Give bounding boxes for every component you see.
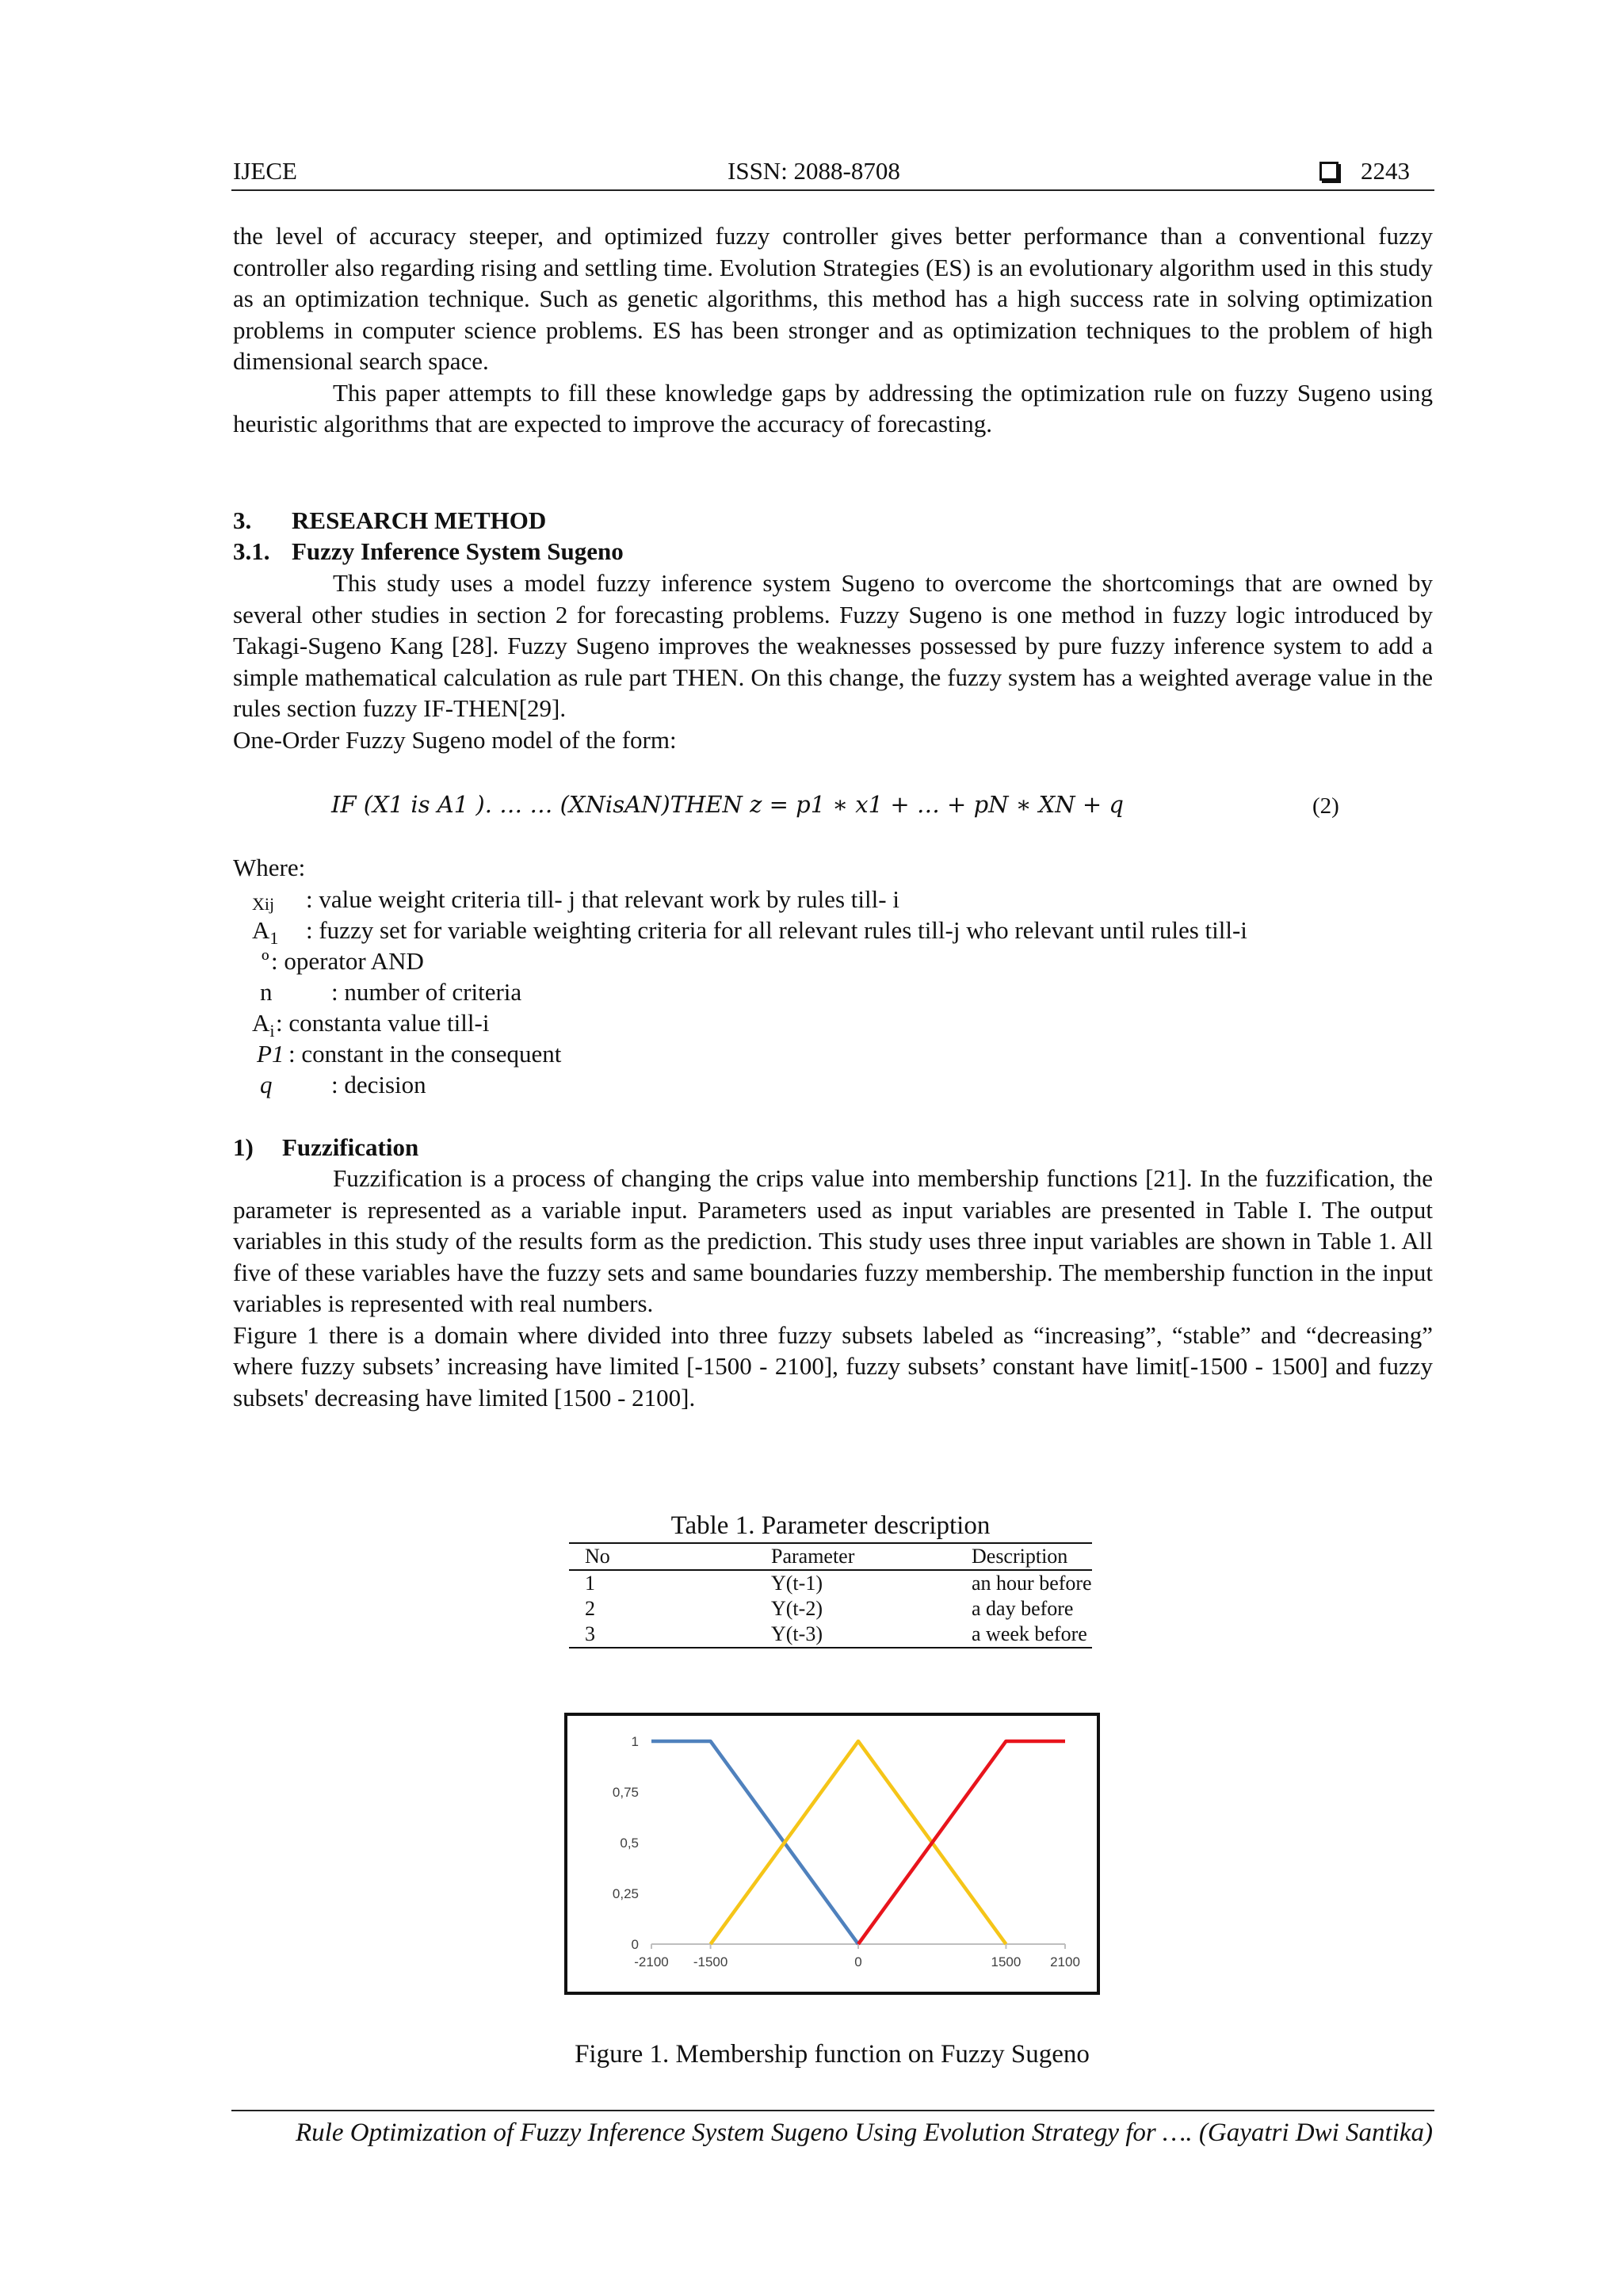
def-symbol: q xyxy=(260,1071,273,1098)
y-tick-label: 0,5 xyxy=(620,1836,639,1851)
table-cell: 3 xyxy=(569,1622,755,1648)
def-description: : constanta value till-i xyxy=(276,1009,490,1037)
header-rule xyxy=(231,189,1434,191)
table-header-cell: Parameter xyxy=(755,1543,956,1570)
x-tick-label: -2100 xyxy=(634,1954,669,1969)
y-tick-label: 0,75 xyxy=(612,1785,639,1800)
table-cell: a week before xyxy=(956,1622,1092,1648)
square-box-icon xyxy=(1319,162,1338,181)
table-header-cell: No xyxy=(569,1543,755,1570)
subsection-number: 3.1. xyxy=(233,537,270,565)
table-header-row xyxy=(569,1543,1092,1570)
fuzzification-number: 1) xyxy=(233,1133,254,1161)
intro-text xyxy=(233,220,1433,440)
section-title: RESEARCH METHOD xyxy=(292,506,547,534)
def-symbol: $A_1$ xyxy=(252,916,279,949)
fuzzification-text xyxy=(233,1163,1433,1413)
def-description: : operator AND xyxy=(271,947,424,975)
table-cell: an hour before xyxy=(972,1572,1092,1595)
y-tick-label: 0 xyxy=(631,1937,639,1952)
table-cell: 1 xyxy=(585,1572,595,1595)
page-number: 2243 xyxy=(1361,157,1410,185)
section3-text xyxy=(233,567,1433,755)
def-description: : value weight criteria till- j that relevant work by rules till- i xyxy=(306,885,899,913)
subsection-heading xyxy=(233,536,624,567)
fuzzification-heading xyxy=(233,1132,418,1163)
membership-chart-frame xyxy=(564,1713,1100,1995)
def-symbol: º xyxy=(262,947,269,975)
section3-paragraph: This study uses a model fuzzy inference system Sugeno to overcome the shortcomings that are owned by several other studies in section 2 for forecasting problems. Fuzzy Sugeno is one method in fuzzy logic introduced by Takagi-Sugeno Kang [28]. Fuzzy Sugeno improves the weaknesses possessed by pure fuzzy inference system to add a simple mathematical calculation as rule part THEN. On this change, the fuzzy system has a weighted average value in the rules section fuzzy IF-THEN[29]. xyxy=(233,569,1433,722)
sugeno-formula: IF (X1 is A1 ). … … (XNisAN)THEN z = p1 ∗ x1 + … + pN ∗ XN + q xyxy=(331,791,1124,818)
table-caption: Table 1. Parameter description xyxy=(670,1511,991,1540)
footer-rule xyxy=(231,2110,1434,2111)
issn: ISSN: 2088-8708 xyxy=(727,157,900,185)
equation-number: (2) xyxy=(1312,793,1339,819)
y-tick-label: 0,25 xyxy=(612,1886,639,1901)
section-number: 3. xyxy=(233,506,252,534)
def-symbol: $A_i$ xyxy=(252,1009,275,1041)
fuzzification-title: Fuzzification xyxy=(282,1133,419,1161)
x-tick-label: 0 xyxy=(854,1954,862,1969)
section-heading xyxy=(233,505,546,537)
y-tick-label: 1 xyxy=(631,1734,639,1749)
journal-name: IJECE xyxy=(233,157,297,185)
def-description: : decision xyxy=(331,1071,426,1098)
x-tick-label: 2100 xyxy=(1050,1954,1080,1969)
intro-paragraph-1: the level of accuracy steeper, and optimized fuzzy controller gives better performance than a conventional fuzzy controller also regarding rising and settling time. Evolution Strategies (ES) is an evolutionary algorithm used in this study as an optimization technique. Such as genetic algorithms, this method has a high success rate in solving optimization problems in computer science problems. ES has been stronger and as optimization techniques to the problem of high dimensional search space. xyxy=(233,222,1433,375)
model-intro-line: One-Order Fuzzy Sugeno model of the form: xyxy=(233,725,677,754)
def-description: : constant in the consequent xyxy=(288,1040,562,1068)
x-tick-label: -1500 xyxy=(693,1954,728,1969)
table-row xyxy=(569,1570,1092,1596)
def-symbol: Xij xyxy=(252,894,275,914)
page-number-group xyxy=(1319,155,1410,187)
table-cell: a day before xyxy=(972,1597,1074,1620)
stable-membership-line xyxy=(711,1741,1006,1944)
increasing-membership-line xyxy=(858,1741,1065,1944)
footer-text: Rule Optimization of Fuzzy Inference System Sugeno Using Evolution Strategy for …. (Gayatri Dwi Santika) xyxy=(296,2118,1433,2147)
table-cell: Y(t-3) xyxy=(755,1622,956,1648)
def-symbol: P1 xyxy=(257,1040,285,1068)
def-symbol: n xyxy=(260,978,273,1006)
fuzzification-paragraph-1: Fuzzification is a process of changing the crips value into membership functions [21]. In the fuzzification, the parameter is represented as a variable input. Parameters used as input variables are presented in Table I. The output variables in this study of the results form as the prediction. This study uses three input variables are shown in Table 1. All five of these variables have the fuzzy sets and same boundaries fuzzy membership. The membership function in the input variables is represented with real numbers. xyxy=(233,1164,1433,1317)
table-row xyxy=(569,1622,1092,1648)
def-description: : number of criteria xyxy=(331,978,522,1006)
table-row xyxy=(569,1596,1092,1622)
x-tick-label: 1500 xyxy=(991,1954,1022,1969)
where-label: Where: xyxy=(233,854,306,881)
table-cell: 2 xyxy=(585,1597,595,1620)
def-description: : fuzzy set for variable weighting criteria for all relevant rules till-j who relevant until rules till-i xyxy=(306,916,1247,944)
table-header-cell: Description xyxy=(956,1543,1092,1570)
fuzzification-paragraph-2: Figure 1 there is a domain where divided into three fuzzy subsets labeled as “increasing”, “stable” and “decreasing” where fuzzy subsets’ increasing have limited [-1500 - 2100], fuzzy subsets’ constant have limit[-1500 - 1500] and fuzzy subsets' decreasing have limited [1500 - 2100]. xyxy=(233,1320,1433,1412)
intro-paragraph-2: This paper attempts to fill these knowledge gaps by addressing the optimization rule on fuzzy Sugeno using heuristic algorithms that are expected to improve the accuracy of forecasting. xyxy=(233,378,1433,437)
membership-chart xyxy=(574,1722,1090,1985)
parameter-table xyxy=(569,1542,1092,1648)
table-cell: Y(t-2) xyxy=(771,1597,823,1620)
decreasing-membership-line xyxy=(651,1741,858,1944)
figure-caption: Figure 1. Membership function on Fuzzy Sugeno xyxy=(575,2040,1090,2069)
table-cell: Y(t-1) xyxy=(771,1572,823,1595)
subsection-title: Fuzzy Inference System Sugeno xyxy=(292,537,624,565)
